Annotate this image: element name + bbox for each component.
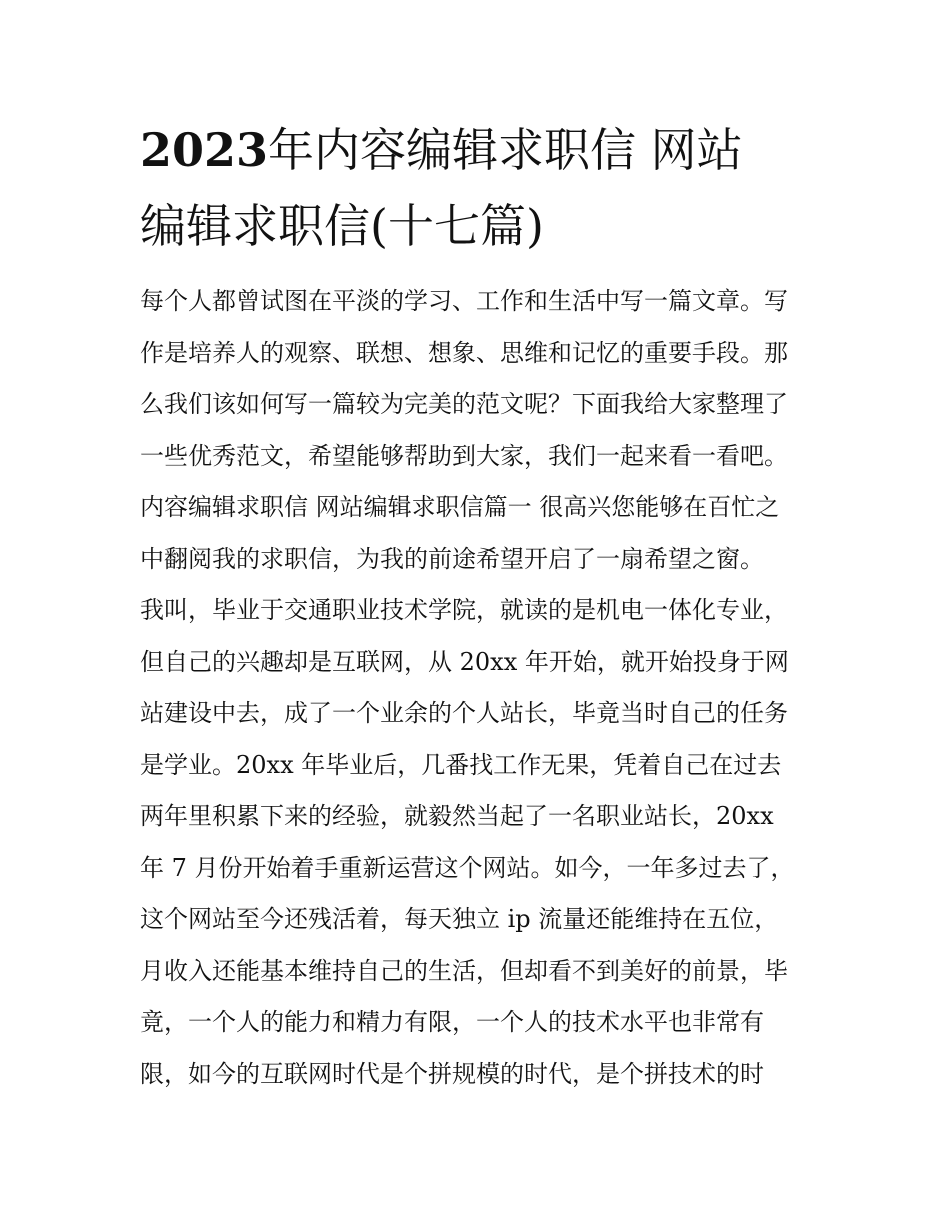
title-line-1	[140, 112, 820, 188]
text-line: 站建设中去，成了一个业余的个人站长，毕竟当时自己的任务	[140, 699, 788, 727]
text-line: 我叫，毕业于交通职业技术学院，就读的是机电一体化专业，	[140, 596, 788, 624]
text-line: 么我们该如何写一篇较为完美的范文呢？下面我给大家整理了	[140, 390, 788, 418]
text-line: 这个网站至今还残活着，每天独立 ip 流量还能维持在五位，	[140, 905, 779, 933]
title-year: 2023	[140, 123, 269, 177]
text-line: 一些优秀范文，希望能够帮助到大家，我们一起来看一看吧。	[140, 441, 788, 470]
text-line: 是学业。20xx 年毕业后，几番找工作无果，凭着自己在过去	[140, 750, 782, 779]
text-line: 月收入还能基本维持自己的生活，但却看不到美好的前景，毕	[140, 956, 788, 985]
title-line-1-text: 年内容编辑求职信 网站	[268, 123, 743, 177]
text-line: 限，如今的互联网时代是个拼规模的时代，是个拼技术的时	[140, 1059, 764, 1088]
body-paragraph	[140, 276, 830, 1100]
text-line: 年 7 月份开始着手重新运营这个网站。如今，一年多过去了，	[140, 853, 795, 882]
text-line: 作是培养人的观察、联想、想象、思维和记忆的重要手段。那	[140, 338, 788, 367]
text-line: 竟，一个人的能力和精力有限，一个人的技术水平也非常有	[140, 1008, 764, 1036]
text-line: 每个人都曾试图在平淡的学习、工作和生活中写一篇文章。写	[140, 287, 788, 315]
document-title	[140, 112, 820, 264]
title-line-2: 编辑求职信(十七篇)	[140, 199, 544, 253]
text-line: 内容编辑求职信 网站编辑求职信篇一 很高兴您能够在百忙之	[140, 493, 780, 521]
text-line: 两年里积累下来的经验，就毅然当起了一名职业站长，20xx	[140, 802, 774, 830]
text-line: 但自己的兴趣却是互联网，从 20xx 年开始，就开始投身于网	[140, 647, 789, 676]
text-line: 中翻阅我的求职信，为我的前途希望开启了一扇希望之窗。	[140, 544, 764, 573]
